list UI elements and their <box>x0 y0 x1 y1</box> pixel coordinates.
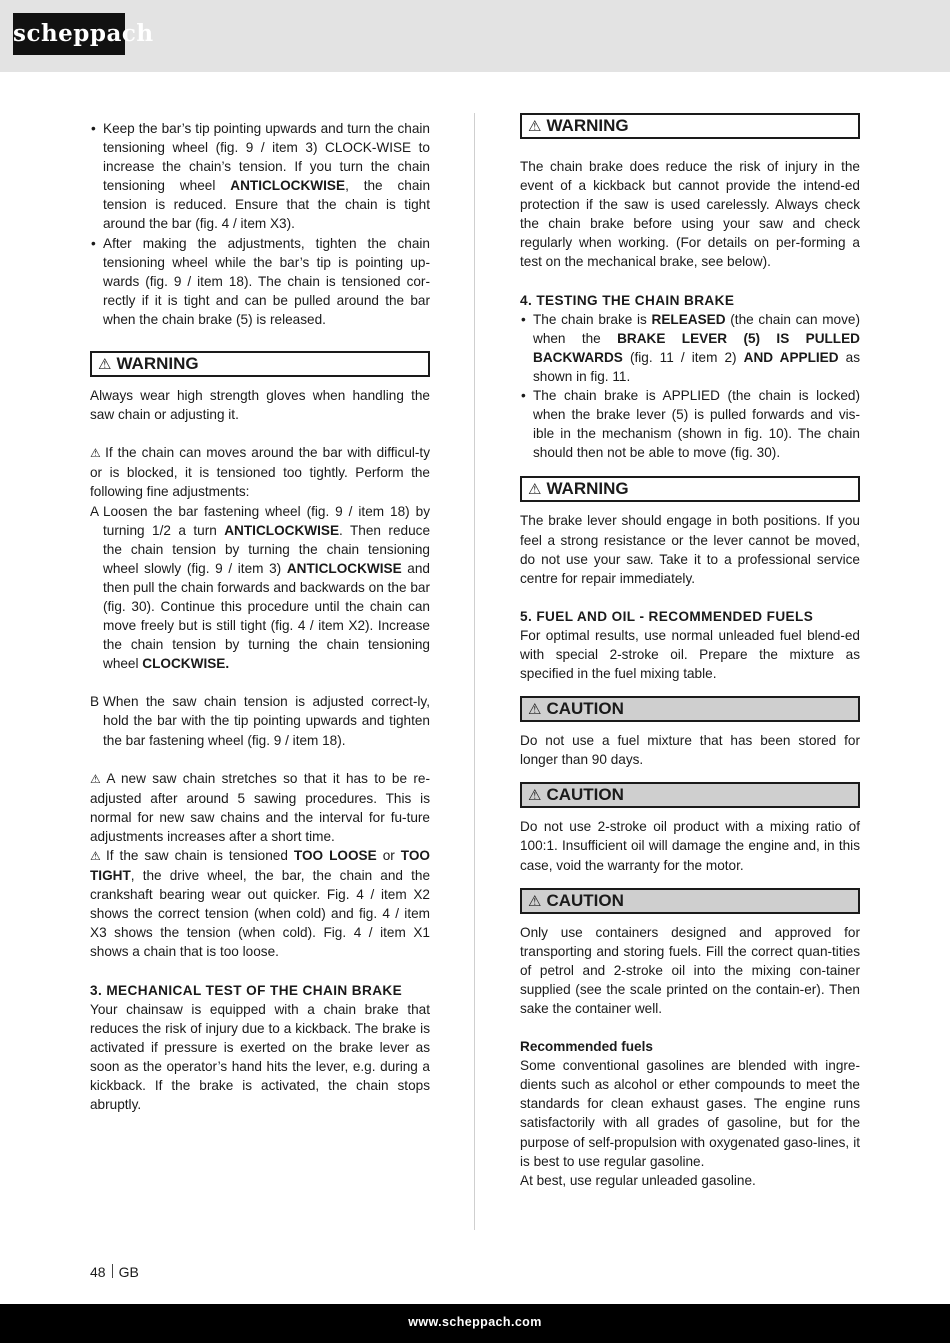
list-item: • After making the adjustments, tighten the chain tensioning wheel while the bar’s tip is pointing up-wards (fig. 9 / item 18). The chain is tensioned cor-rectly if it is tight and can be pulled around the bar when the chain brake (5) is released. <box>90 234 430 329</box>
list-item: B When the saw chain tension is adjusted correct-ly, hold the bar with the tip pointing upwards and tighten the bar fastening wheel (fig. 9 / item 18). <box>90 694 430 748</box>
warning-triangle-icon: ⚠ <box>528 118 542 135</box>
brake-test-list <box>520 310 860 463</box>
warning-box: ⚠ WARNING <box>90 351 430 377</box>
warning-triangle-icon: ⚠ <box>90 849 103 863</box>
list-item: • The chain brake is APPLIED (the chain is locked) when the brake lever (5) is pulled forwards and vis-ible in the mechanism (shown in fig. 10). The chain should then not be able to move (fig. 30). <box>520 386 860 462</box>
caution-text: Only use containers designed and approved for transporting and storing fuels. Fill the correct quan-tities of petrol and 2-stroke oil into the mixing con-tainer supplied (see the scale printed on the contain-er). Then sake the container well. <box>520 924 860 1016</box>
page-header <box>0 0 950 72</box>
warning-triangle-icon: ⚠ <box>98 356 112 374</box>
page-footer <box>0 1304 950 1343</box>
warning-text: The chain brake does reduce the risk of injury in the event of a kickback but cannot provide the intend-ed protection if the saw is used carelessly. Always check the chain brake before using your saw and check regularly when working. (For details on per-forming a test on the mechanical brake, see below). <box>520 159 860 270</box>
caution-triangle-icon: ⚠ <box>528 892 542 910</box>
list-item: • Keep the bar’s tip pointing upwards and turn the chain tensioning wheel (fig. 9 / item 3) CLOCK-WISE to increase the chain’s tension. If you turn the chain tensioning wheel ANTICLOCKWISE, the chain tension is reduced. Ensure that the chain is tight around the bar (fig. 4 / item X3). <box>90 119 430 234</box>
warning-triangle-icon: ⚠ <box>528 481 542 499</box>
website-url[interactable]: www.scheppach.com <box>408 1315 542 1329</box>
caution-box: ⚠ CAUTION <box>520 782 860 808</box>
warning-box: ⚠ WARNING <box>520 113 860 139</box>
caution-text: Do not use 2-stroke oil product with a mixing ratio of 100:1. Insufficient oil will damage the engine and, in this case, void the warranty for the motor. <box>520 819 860 873</box>
tight-intro-text: ⚠ If the chain can moves around the bar with difficul-ty or is blocked, it is tensioned too tightly. Perform the following fine adjustments: <box>90 445 431 500</box>
column-divider <box>474 113 475 1230</box>
page-number: 48 GB <box>90 1264 139 1280</box>
right-column <box>520 113 860 1190</box>
recommended-fuels-text: Some conventional gasolines are blended with ingre-dients such as alcohol or ether compounds to meet the standards for clean exhaust gases. The engine runs satisfactorily with all grades of gasoline, but for the purpose of self-propulsion with oxygenated gaso-lines, it is best to use regular gasoline. <box>520 1058 860 1169</box>
warning-box: ⚠ WARNING <box>520 476 860 502</box>
caution-triangle-icon: ⚠ <box>528 701 542 719</box>
recommended-fuels-last: At best, use regular unleaded gasoline. <box>520 1172 756 1188</box>
loose-tight-note: ⚠ If the saw chain is tensioned TOO LOOSE or TOO TIGHT, the drive wheel, the bar, the chain and the crankshaft bearing wear out quicker. Fig. 4 / item X2 shows the correct tension (when cold) and fig. 4 / item X3 shows the tension (when cold). Fig. 4 / item X1 shows a chain that is too loose. <box>90 848 430 960</box>
caution-triangle-icon: ⚠ <box>528 787 542 805</box>
warning-text: The brake lever should engage in both positions. If you feel a strong resistance or the lever cannot be moved, do not use your saw. Take it to a professional service centre for repair immediately. <box>520 513 860 586</box>
tensioning-bullet-list <box>90 119 430 329</box>
section-4-heading: 4. TESTING THE CHAIN BRAKE <box>520 292 735 308</box>
brand-logo: scheppach <box>13 13 125 55</box>
stretch-note: ⚠ A new saw chain stretches so that it has to be re-adjusted after around 5 sawing procedures. This is normal for new saw chains and the interval for fu-ture adjustments increases after a short time. <box>90 770 430 844</box>
section-5-text: For optimal results, use normal unleaded fuel blend-ed with special 2-stroke oil. Prepare the mixture as specified in the fuel mixing table. <box>520 627 860 682</box>
warning-triangle-icon: ⚠ <box>90 446 103 461</box>
adjustment-list <box>90 502 430 750</box>
recommended-fuels-heading: Recommended fuels <box>520 1039 653 1055</box>
section-3-text: Your chainsaw is equipped with a chain brake that reduces the risk of injury due to a kickback. The brake is activated if pressure is exerted on the brake lever as soon as the operator’s hand hits the lever, e.g. during a kickback. If the brake is activated, the chain stops abruptly. <box>90 1001 430 1113</box>
list-item: • The chain brake is RELEASED (the chain can move) when the BRAKE LEVER (5) IS PULLED BACKWARDS (fig. 11 / item 2) AND APPLIED as shown in fig. 11. <box>520 310 860 386</box>
warning-triangle-icon: ⚠ <box>90 771 104 786</box>
section-5-heading: 5. FUEL AND OIL - RECOMMENDED FUELS <box>520 608 814 624</box>
caution-text: Do not use a fuel mixture that has been stored for longer than 90 days. <box>520 733 860 768</box>
left-column <box>90 119 430 1114</box>
caution-box: ⚠ CAUTION <box>520 888 860 914</box>
list-item: A Loosen the bar fastening wheel (fig. 9 / item 18) by turning 1/2 a turn ANTICLOCKWISE. Then reduce the chain tension by turning the chain tensioning wheel slowly (fig. 9 / item 3) ANTICLOCKWISE and then pull the chain forwards and backwards on the bar (fig. 30). Continue this procedure until the chain can move freely but is still tight (fig. 4 / item X2). Increase the chain tension by turning the chain tensioning wheel CLOCKWISE. <box>90 503 430 672</box>
caution-box: ⚠ CAUTION <box>520 696 860 722</box>
section-3-heading: 3. MECHANICAL TEST OF THE CHAIN BRAKE <box>90 982 403 998</box>
warning-text: Always wear high strength gloves when handling the saw chain or adjusting it. <box>90 388 430 423</box>
